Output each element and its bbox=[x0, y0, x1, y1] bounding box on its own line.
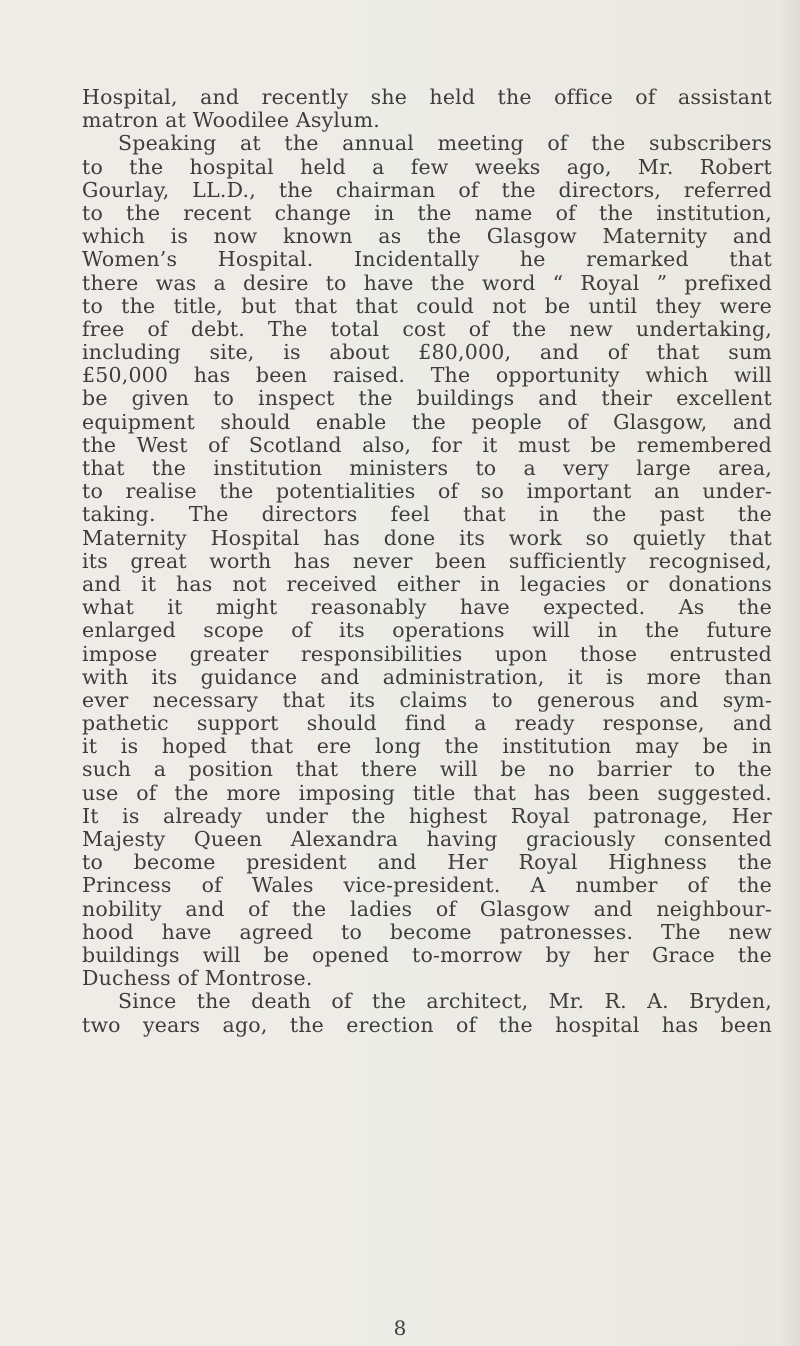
text-line: Speaking at the annual meeting of the subscribers bbox=[118, 131, 772, 156]
text-line: with its guidance and administration, it is more than bbox=[82, 664, 772, 689]
text-line: to the hospital held a few weeks ago, Mr. Robert bbox=[82, 154, 772, 179]
text-line: Princess of Wales vice-president. A number of the bbox=[82, 873, 772, 898]
page-edge-shadow bbox=[778, 0, 800, 1346]
body-text bbox=[82, 86, 772, 1037]
text-line: be given to inspect the buildings and their excellent bbox=[82, 386, 772, 411]
text-line: that the institution ministers to a very large area, bbox=[82, 456, 772, 480]
text-line: its great worth has never been sufficiently recognised, bbox=[82, 548, 772, 573]
text-line: impose greater responsibilities upon those entrusted bbox=[82, 641, 772, 666]
text-line: including site, is about £80,000, and of that sum bbox=[82, 340, 772, 365]
text-line: and it has not received either in legacies or donations bbox=[82, 571, 772, 596]
text-line: Hospital, and recently she held the office of assistant bbox=[82, 85, 772, 109]
text-line: such a position that there will be no barrier to the bbox=[82, 757, 772, 782]
text-line: two years ago, the erection of the hospital has been bbox=[82, 1012, 772, 1037]
text-line: pathetic support should find a ready response, and bbox=[82, 711, 772, 736]
page-number: 8 bbox=[393, 1316, 407, 1340]
text-line: ever necessary that its claims to generous and sym- bbox=[82, 687, 772, 712]
text-line: the West of Scotland also, for it must be remembered bbox=[82, 432, 772, 457]
text-line: £50,000 has been raised. The opportunity which will bbox=[82, 363, 772, 388]
text-line: Majesty Queen Alexandra having graciously consented bbox=[82, 827, 772, 851]
text-line: Since the death of the architect, Mr. R. A. Bryden, bbox=[118, 989, 772, 1014]
text-line: Duchess of Montrose. bbox=[82, 966, 313, 991]
text-line: Women’s Hospital. Incidentally he remarked that bbox=[82, 247, 772, 272]
text-line: use of the more imposing title that has been suggested. bbox=[82, 780, 772, 805]
text-line: to realise the potentialities of so important an under- bbox=[82, 479, 772, 504]
text-line: hood have agreed to become patronesses. The new bbox=[82, 919, 772, 944]
text-line: matron at Woodilee Asylum. bbox=[82, 108, 380, 133]
text-line: to the recent change in the name of the institution, bbox=[82, 200, 772, 225]
text-line: which is now known as the Glasgow Maternity and bbox=[82, 224, 772, 249]
text-line: free of debt. The total cost of the new undertaking, bbox=[82, 316, 772, 341]
text-line: buildings will be opened to-morrow by her Grace the bbox=[82, 942, 772, 967]
text-line: enlarged scope of its operations will in the future bbox=[82, 618, 772, 643]
text-line: nobility and of the ladies of Glasgow and neighbour- bbox=[82, 896, 772, 921]
text-line: It is already under the highest Royal patronage, Her bbox=[82, 803, 772, 828]
text-line: to become president and Her Royal Highness the bbox=[82, 850, 772, 875]
text-line: Gourlay, LL.D., the chairman of the directors, referred bbox=[82, 177, 772, 202]
text-line: to the title, but that that could not be until they were bbox=[82, 293, 772, 318]
text-line: taking. The directors feel that in the past the bbox=[82, 502, 772, 527]
text-line: it is hoped that ere long the institution may be in bbox=[82, 734, 772, 759]
text-line: what it might reasonably have expected. As the bbox=[82, 595, 772, 620]
text-line: Maternity Hospital has done its work so quietly that bbox=[82, 525, 772, 550]
text-line: there was a desire to have the word “ Royal ” prefixed bbox=[82, 270, 772, 295]
text-line: equipment should enable the people of Glasgow, and bbox=[82, 409, 772, 434]
